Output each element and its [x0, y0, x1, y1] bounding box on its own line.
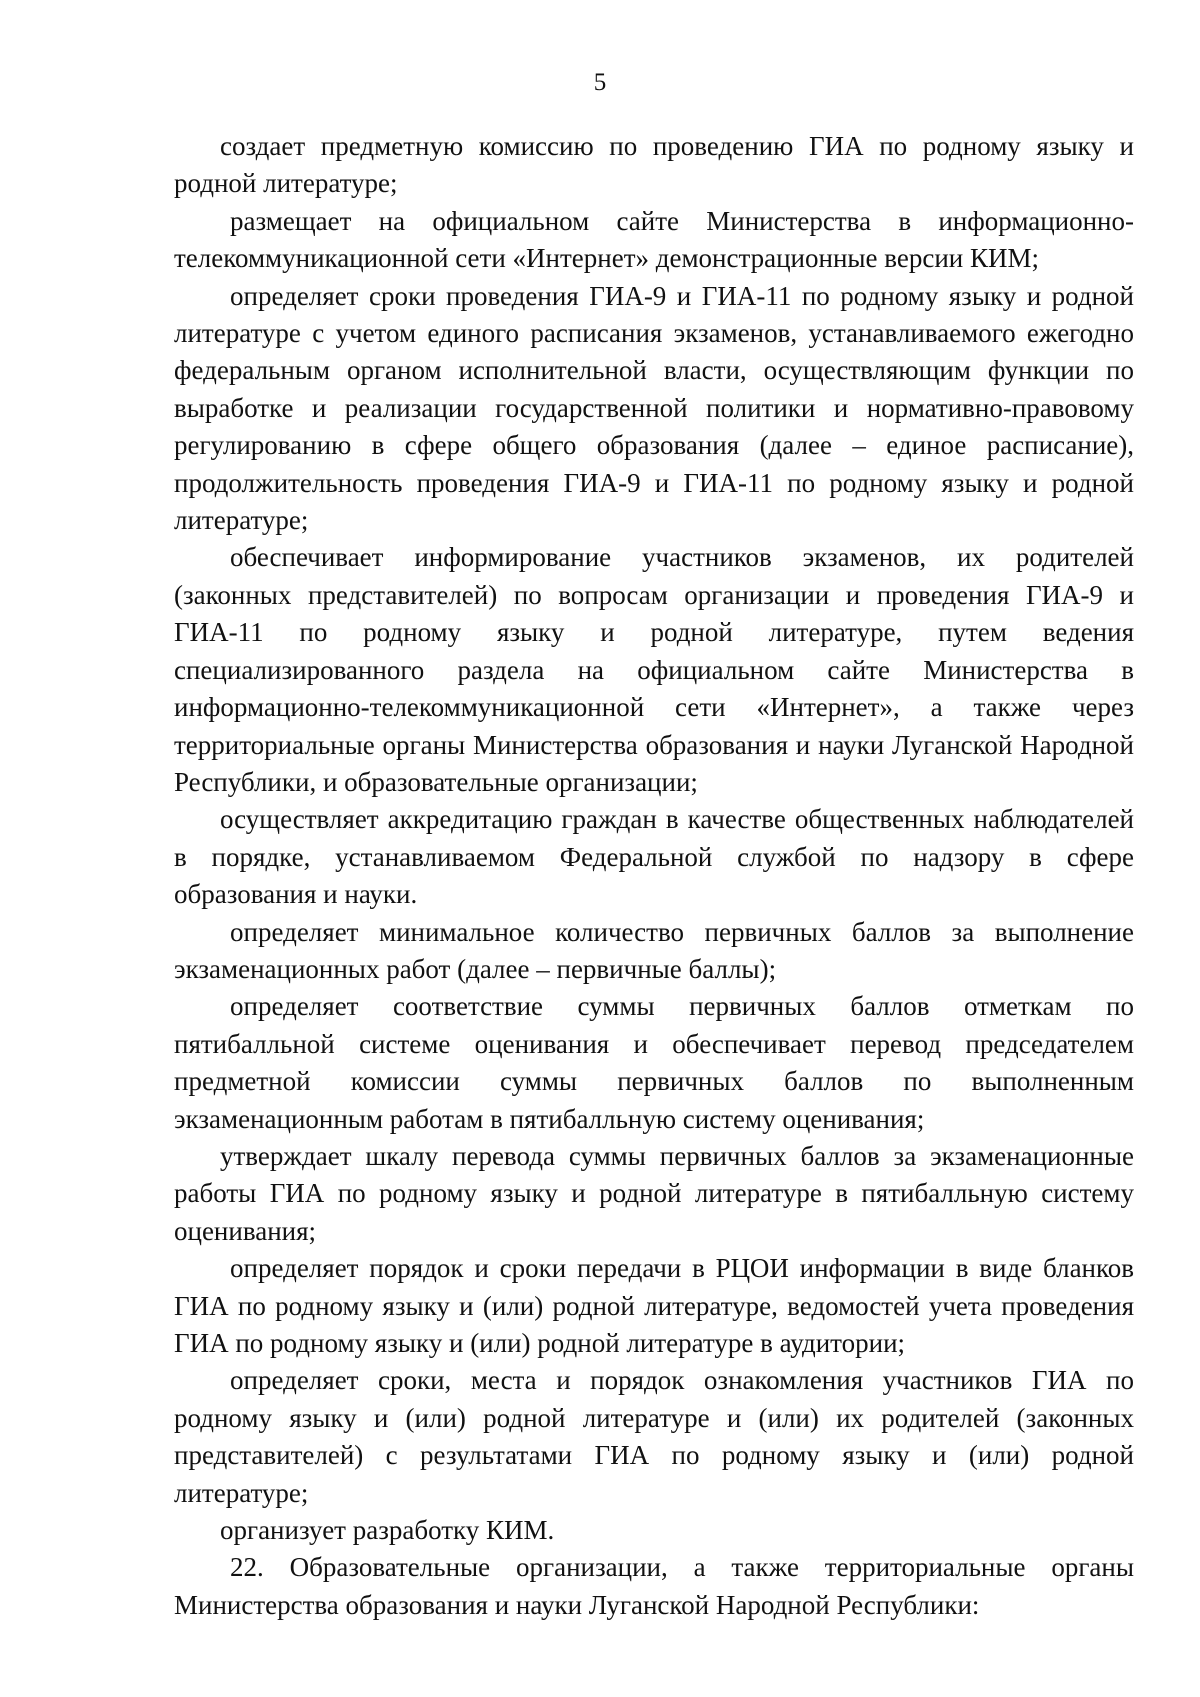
paragraph: определяет порядок и сроки передачи в РЦОИ информации в виде бланков ГИА по родному языку и (или) родной литературе, ведомостей учета проведения ГИА по родному языку и (или) родной литературе в аудитории; [174, 1253, 1134, 1358]
paragraph: определяет минимальное количество первичных баллов за выполнение экзаменационных работ (далее – первичные баллы); [174, 916, 1134, 984]
paragraph: 22. Образовательные организации, а также территориальные органы Министерства образования и науки Луганской Народной Республики: [174, 1552, 1134, 1620]
page-number: 5 [593, 69, 607, 96]
document-body [174, 128, 1134, 1624]
paragraph: обеспечивает информирование участников экзаменов, их родителей (законных представителей) по вопросам организации и проведения ГИА-9 и ГИА-11 по родному языку и родной литературе, путем ведения специализированного раздела на официальном сайте Министерства в информационно-телекоммуникационной сети «Интернет», а также через территориальные органы Министерства образования и науки Луганской Народной Республики, и образовательные организации; [174, 542, 1134, 797]
paragraph: размещает на официальном сайте Министерства в информационно-телекоммуникационной сети «Интернет» демонстрационные версии КИМ; [174, 205, 1134, 274]
paragraph: утверждает шкалу перевода суммы первичных баллов за экзаменационные работы ГИА по родному языку и родной литературе в пятибалльную систему оценивания; [174, 1140, 1134, 1246]
paragraph: определяет соответствие суммы первичных баллов отметкам по пятибалльной системе оценивания и обеспечивает перевод председателем предметной комиссии суммы первичных баллов по выполненным экзаменационным работам в пятибалльную систему оценивания; [174, 991, 1134, 1134]
paragraph: осуществляет аккредитацию граждан в качестве общественных наблюдателей в порядке, устанавливаемом Федеральной службой по надзору в сфере образования и науки. [174, 804, 1134, 910]
paragraph: определяет сроки, места и порядок ознакомления участников ГИА по родному языку и (или) родной литературе и (или) их родителей (законных представителей) с результатами ГИА по родному языку и (или) родной литературе; [174, 1365, 1134, 1508]
paragraph: определяет сроки проведения ГИА-9 и ГИА-11 по родному языку и родной литературе с учетом единого расписания экзаменов, устанавливаемого ежегодно федеральным органом исполнительной власти, осуществляющим функции по выработке и реализации государственной политики и нормативно-правовому регулированию в сфере общего образования (далее – единое расписание), продолжительность проведения ГИА-9 и ГИА-11 по родному языку и родной литературе; [174, 280, 1134, 536]
paragraph: организует разработку КИМ. [220, 1515, 555, 1546]
paragraph: создает предметную комиссию по проведению ГИА по родному языку и родной литературе; [174, 131, 1134, 199]
